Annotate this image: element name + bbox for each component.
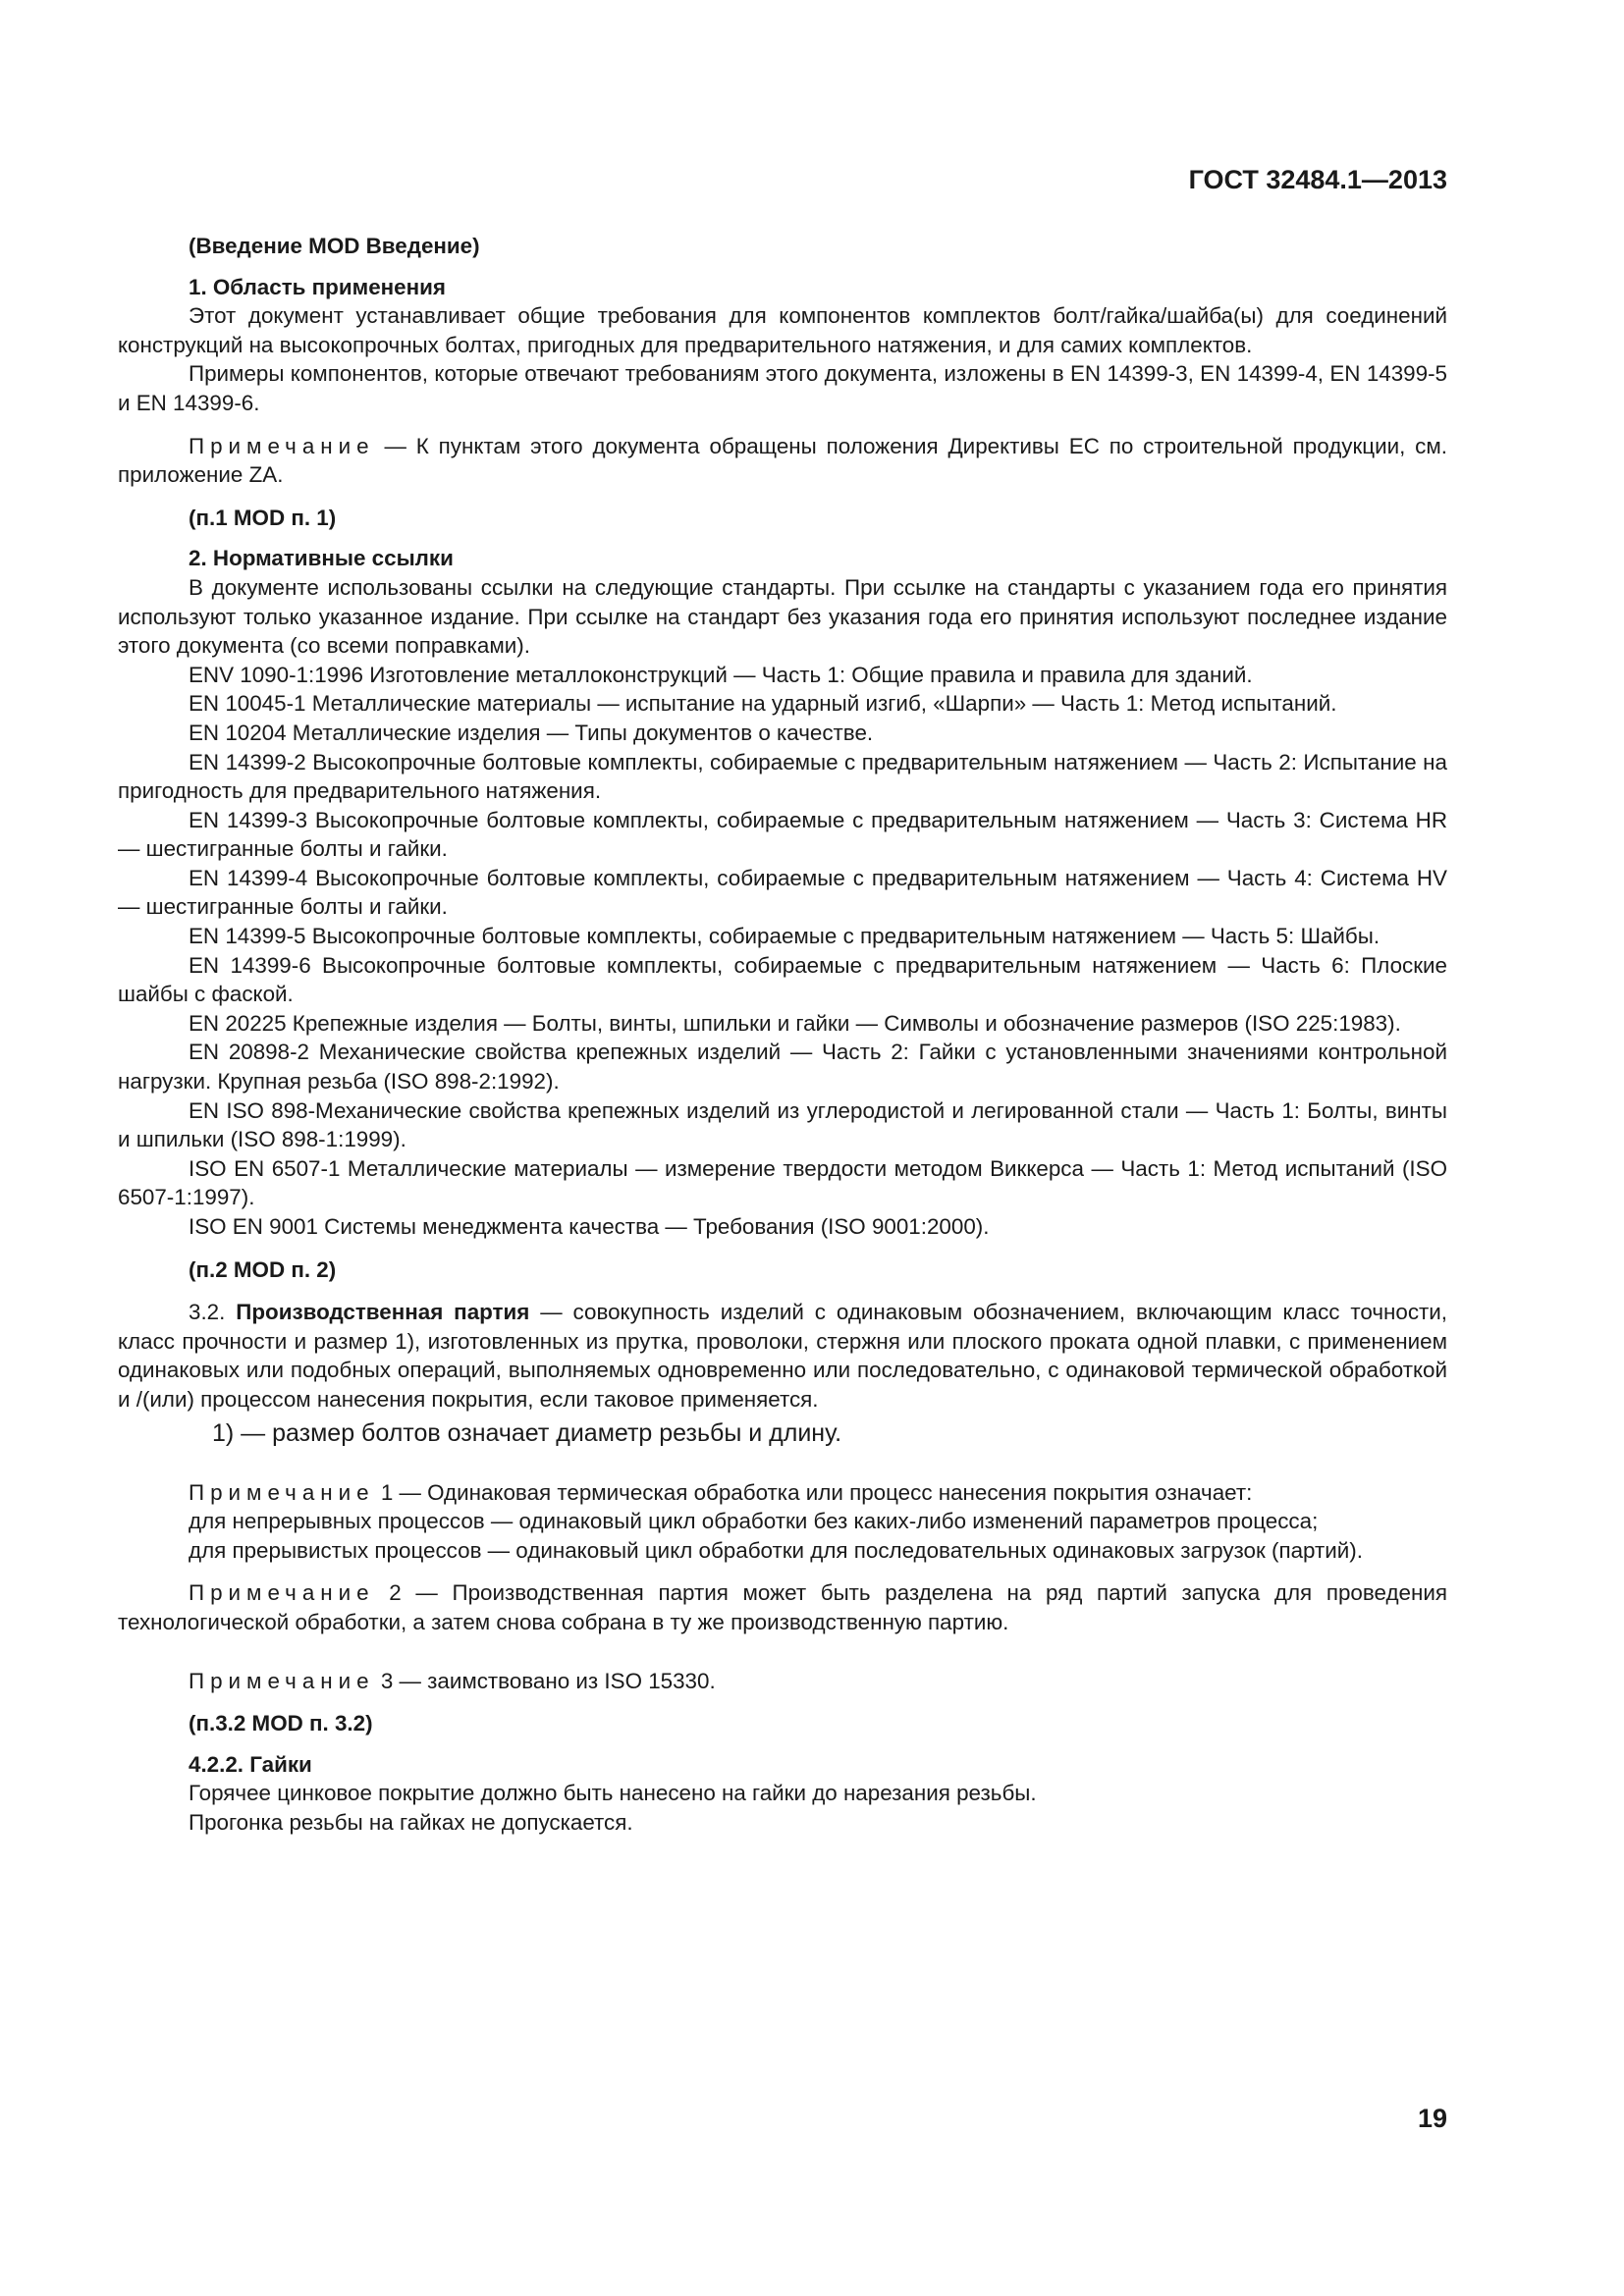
defined-term: Производственная партия bbox=[236, 1300, 530, 1325]
intro-reference: (Введение MOD Введение) bbox=[189, 234, 480, 258]
section-4-2-2-title: 4.2.2. Гайки bbox=[189, 1751, 312, 1777]
note-text: 3 — заимствовано из ISO 15330. bbox=[374, 1668, 716, 1693]
normative-ref-item: EN 14399-5 Высокопрочные болтовые комплекты, собираемые с предварительным натяжением — Часть 5: Шайбы. bbox=[189, 924, 1380, 949]
normative-ref-item: EN 14399-4 Высокопрочные болтовые комплекты, собираемые с предварительным натяжением — Часть 4: Система HV — шестигранные болты и гайки. bbox=[118, 865, 1447, 920]
normative-ref-item: EN 10045-1 Металлические материалы — испытание на ударный изгиб, «Шарпи» — Часть 1: Метод испытаний. bbox=[189, 691, 1337, 717]
normative-ref-item: EN 20898-2 Механические свойства крепежных изделий — Часть 2: Гайки с установленными значениями контрольной нагрузки. Крупная резьба (ISO 898-2:1992). bbox=[118, 1040, 1447, 1095]
note-text: 2 — Производственная партия может быть разделена на ряд партий запуска для проведения технологической обработки, а затем снова собрана в ту же производственную партию. bbox=[118, 1580, 1447, 1634]
page-number: 19 bbox=[1417, 2104, 1447, 2133]
normative-ref-item: ENV 1090-1:1996 Изготовление металлоконструкций — Часть 1: Общие правила и правила для зданий. bbox=[189, 662, 1253, 687]
document-header: ГОСТ 32484.1—2013 bbox=[1188, 165, 1447, 194]
note-label: Примечание bbox=[189, 433, 375, 458]
footnote: 1) — размер болтов означает диаметр резьбы и длину. bbox=[212, 1418, 842, 1447]
note-1 bbox=[118, 1478, 1447, 1508]
note-label: Примечание bbox=[189, 1580, 375, 1606]
note-label: Примечание bbox=[189, 1479, 375, 1505]
normative-ref-item: EN 14399-3 Высокопрочные болтовые комплекты, собираемые с предварительным натяжением — Часть 3: Система HR — шестигранные болты и гайки. bbox=[118, 807, 1447, 862]
section-2-intro: В документе использованы ссылки на следующие стандарты. При ссылке на стандарты с указанием года его принятия используют только указанное издание. При ссылке на стандарт без указания года его принятия используют последнее издание этого документа (со всеми поправками). bbox=[118, 574, 1447, 659]
section-1-note bbox=[118, 432, 1447, 490]
note-2 bbox=[118, 1578, 1447, 1636]
section-1-reference: (п.1 MOD п. 1) bbox=[189, 505, 337, 530]
normative-ref-item: EN 10204 Металлические изделия — Типы документов о качестве. bbox=[189, 720, 874, 745]
normative-ref-item: EN 20225 Крепежные изделия — Болты, винты, шпильки и гайки — Символы и обозначение размеров (ISO 225:1983). bbox=[189, 1010, 1401, 1036]
normative-ref-item: ISO EN 6507-1 Металлические материалы — измерение твердости методом Виккерса — Часть 1: Метод испытаний (ISO 6507-1:1997). bbox=[118, 1155, 1447, 1210]
section-1-paragraph-2: Примеры компонентов, которые отвечают требованиям этого документа, изложены в EN 14399-3, EN 14399-4, EN 14399-5 и EN 14399-6. bbox=[118, 361, 1447, 415]
definition-text: — совокупность изделий с одинаковым обозначением, включающим класс точности, класс прочности и размер 1), изготовленных из прутка, проволоки, стержня или плоского проката одной плавки, с применением одинаковых или подобных операций, выполняемых одновременно или последовательно, с одинаковой термической обработкой и /(или) процессом нанесения покрытия, если таковое применяется. bbox=[118, 1300, 1447, 1412]
section-1-paragraph-1: Этот документ устанавливает общие требования для компонентов комплектов болт/гайка/шайба(ы) для соединений конструкций на высокопрочных болтах, пригодных для предварительного натяжения, и для самих комплектов. bbox=[118, 303, 1447, 357]
section-2-reference: (п.2 MOD п. 2) bbox=[189, 1256, 337, 1282]
note-text: — К пунктам этого документа обращены положения Директивы ЕС по строительной продукции, см. приложение ZA. bbox=[118, 433, 1447, 488]
clause-number: 3.2. bbox=[189, 1300, 237, 1325]
page-content bbox=[118, 232, 1447, 1838]
note-1-item-intermittent: для прерывистых процессов — одинаковый цикл обработки для последовательных одинаковых загрузок (партий). bbox=[189, 1537, 1363, 1563]
note-text: 1 — Одинаковая термическая обработка или процесс нанесения покрытия означает: bbox=[374, 1479, 1253, 1505]
section-1-title: 1. Область применения bbox=[189, 274, 446, 299]
note-1-item-continuous: для непрерывных процессов — одинаковый цикл обработки без каких-либо изменений параметров процесса; bbox=[189, 1509, 1319, 1534]
normative-ref-item: EN 14399-6 Высокопрочные болтовые комплекты, собираемые с предварительным натяжением — Часть 6: Плоские шайбы с фаской. bbox=[118, 952, 1447, 1007]
note-label: Примечание bbox=[189, 1668, 375, 1693]
normative-ref-item: ISO EN 9001 Системы менеджмента качества — Требования (ISO 9001:2000). bbox=[189, 1214, 990, 1239]
definition-3-2 bbox=[118, 1298, 1447, 1414]
normative-ref-item: EN 14399-2 Высокопрочные болтовые комплекты, собираемые с предварительным натяжением — Часть 2: Испытание на пригодность для предварительного натяжения. bbox=[118, 749, 1447, 804]
normative-ref-item: EN ISO 898-Механические свойства крепежных изделий из углеродистой и легированной стали — Часть 1: Болты, винты и шпильки (ISO 898-1:1999). bbox=[118, 1097, 1447, 1152]
section-2-title: 2. Нормативные ссылки bbox=[189, 546, 454, 571]
section-4-2-2-line-2: Прогонка резьбы на гайках не допускается. bbox=[189, 1809, 633, 1835]
note-3 bbox=[118, 1667, 1447, 1696]
section-4-2-2-line-1: Горячее цинковое покрытие должно быть нанесено на гайки до нарезания резьбы. bbox=[189, 1781, 1037, 1806]
section-3-reference: (п.3.2 MOD п. 3.2) bbox=[189, 1711, 373, 1736]
